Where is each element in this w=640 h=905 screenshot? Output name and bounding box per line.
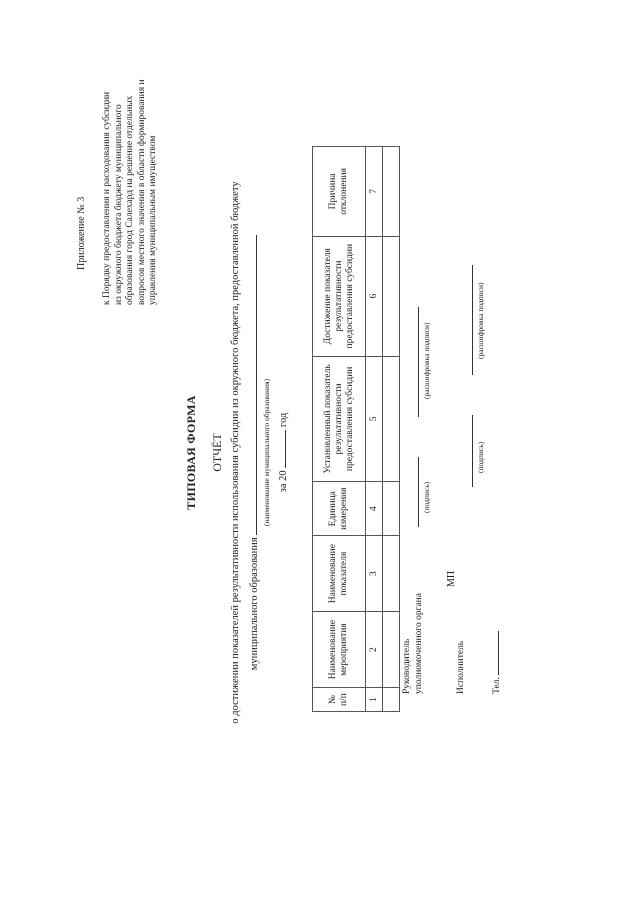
municipality-line	[246, 0, 260, 905]
column-number: 2	[366, 612, 383, 688]
results-table	[312, 146, 400, 712]
appendix-line: к Порядку предоставления и расходования субсидии	[102, 91, 112, 305]
year-suffix: год	[278, 412, 289, 428]
report-subtitle: о достижении показателей результативности использования субсидии из окружного бюджета, предоставленной бюджету	[230, 181, 241, 724]
header-cell: Наименование показателя	[313, 536, 366, 612]
phone-label-text: Тел.	[492, 677, 502, 694]
form-title: ТИПОВАЯ ФОРМА	[184, 395, 198, 510]
table-cell[interactable]	[383, 236, 400, 356]
municipality-caption: (наименование муниципального образования)	[262, 378, 271, 527]
executor-decode-line[interactable]	[472, 265, 473, 375]
year-prefix: за 20	[278, 470, 289, 493]
head-label-line: уполномоченного органа	[413, 593, 424, 694]
appendix-line: образования город Салехард на решение отдельных	[125, 95, 135, 305]
table-cell[interactable]	[383, 536, 400, 612]
municipality-prefix: муниципального образования	[249, 537, 260, 671]
appendix-line: вопросов местного значения в области формирования и	[136, 79, 147, 305]
head-decode-line[interactable]	[418, 307, 419, 417]
table-cell[interactable]	[383, 688, 400, 712]
column-number: 1	[366, 688, 383, 712]
table-cell[interactable]	[383, 612, 400, 688]
report-title: ОТЧЁТ	[210, 433, 224, 472]
column-number: 7	[366, 147, 383, 237]
executor-signature-caption: (подпись)	[476, 441, 485, 473]
appendix-description	[102, 79, 160, 305]
appendix-title: Приложение № 3	[76, 196, 87, 270]
header-cell: Достижение показателя результативности предоставления субсидии	[313, 236, 366, 356]
municipality-blank[interactable]	[246, 235, 257, 535]
table-cell[interactable]	[383, 356, 400, 482]
year-blank[interactable]	[275, 430, 286, 468]
stamp-label: МП	[446, 570, 457, 587]
phone-label	[488, 631, 502, 694]
head-signer-label	[402, 593, 425, 694]
column-number: 3	[366, 536, 383, 612]
head-decode-caption: (расшифровка подписи)	[422, 322, 431, 399]
header-cell: Наименование мероприятия	[313, 612, 366, 688]
column-number: 5	[366, 356, 383, 482]
head-signature-caption: (подпись)	[422, 481, 431, 513]
executor-label: Исполнитель	[456, 640, 466, 694]
header-cell: Причина отклонения	[313, 147, 366, 237]
table-cell[interactable]	[383, 147, 400, 237]
phone-blank[interactable]	[488, 631, 499, 675]
head-signature-line[interactable]	[418, 457, 419, 527]
year-line	[275, 0, 289, 905]
executor-decode-caption: (расшифровка подписи)	[476, 282, 485, 359]
header-cell: Единица измерения	[313, 482, 366, 536]
header-cell: № п/п	[313, 688, 366, 712]
header-cell: Установленный показатель результативности предоставления субсидии	[313, 356, 366, 482]
column-number: 6	[366, 236, 383, 356]
table-row	[383, 147, 400, 712]
table-cell[interactable]	[383, 482, 400, 536]
column-number: 4	[366, 482, 383, 536]
appendix-line: управления муниципальным имуществом	[148, 135, 158, 305]
executor-signature-line[interactable]	[472, 415, 473, 487]
table-header-row	[313, 147, 366, 712]
appendix-line: из окружного бюджета бюджету муниципального	[113, 104, 124, 305]
head-label-line: Руководитель	[402, 638, 412, 694]
table-number-row	[366, 147, 383, 712]
